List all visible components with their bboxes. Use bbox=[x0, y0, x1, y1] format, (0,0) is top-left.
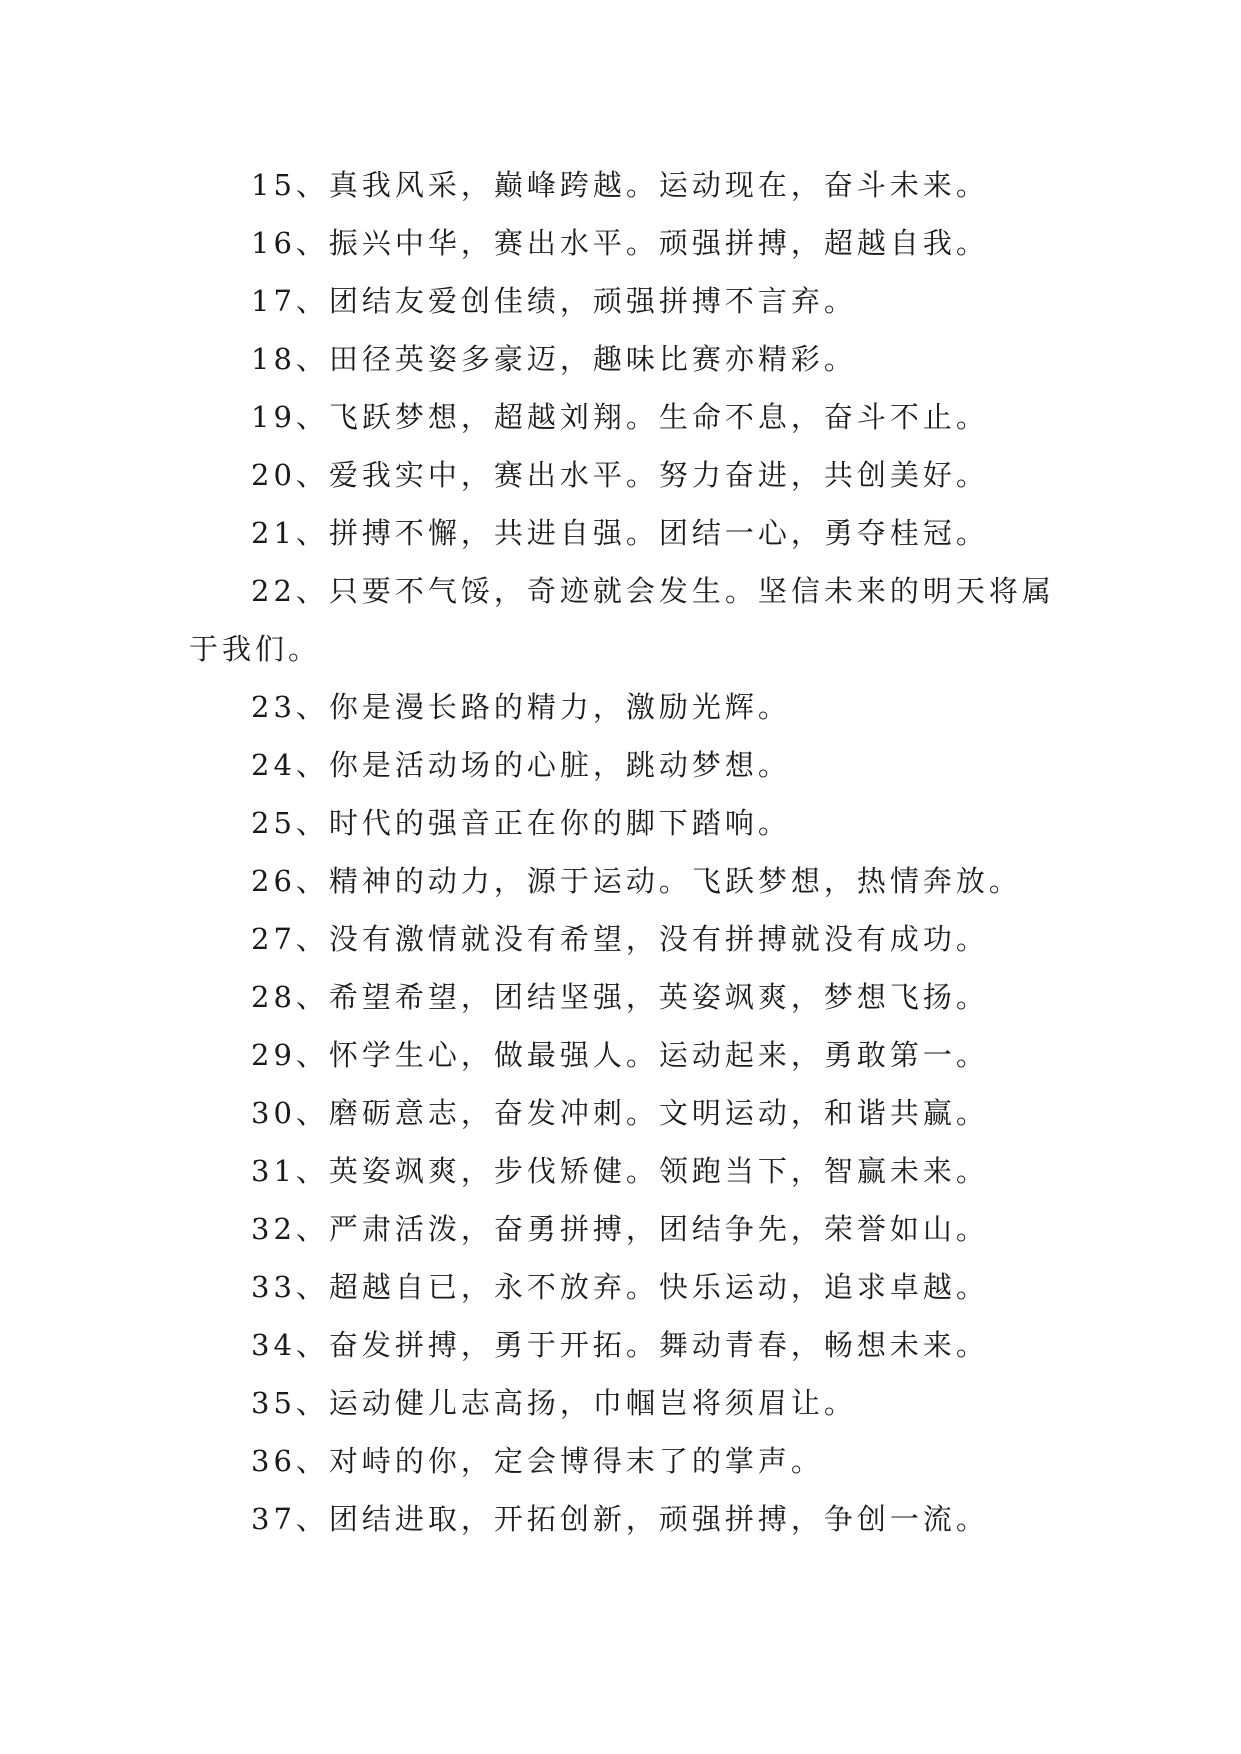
document-body bbox=[189, 156, 1069, 1548]
paragraph-24: 24、你是活动场的心脏，跳动梦想。 bbox=[251, 748, 791, 782]
paragraph-31: 31、英姿飒爽，步伐矫健。领跑当下，智赢未来。 bbox=[251, 1154, 989, 1188]
paragraph-32: 32、严肃活泼，奋勇拼搏，团结争先，荣誉如山。 bbox=[251, 1212, 989, 1246]
paragraph-37: 37、团结进取，开拓创新，顽强拼搏，争创一流。 bbox=[251, 1502, 989, 1536]
paragraph-29: 29、怀学生心，做最强人。运动起来，勇敢第一。 bbox=[251, 1038, 989, 1072]
paragraph-36: 36、对峙的你，定会博得末了的掌声。 bbox=[251, 1444, 824, 1478]
paragraph-27: 27、没有激情就没有希望，没有拼搏就没有成功。 bbox=[251, 922, 989, 956]
paragraph-18: 18、田径英姿多豪迈，趣味比赛亦精彩。 bbox=[251, 342, 857, 376]
paragraph-21: 21、拼搏不懈，共进自强。团结一心，勇夺桂冠。 bbox=[251, 516, 989, 550]
paragraph-35: 35、运动健儿志高扬，巾帼岂将须眉让。 bbox=[251, 1386, 857, 1420]
paragraph-16: 16、振兴中华，赛出水平。顽强拼搏，超越自我。 bbox=[251, 226, 989, 260]
paragraph-25: 25、时代的强音正在你的脚下踏响。 bbox=[251, 806, 791, 840]
paragraph-28: 28、希望希望，团结坚强，英姿飒爽，梦想飞扬。 bbox=[251, 980, 989, 1014]
paragraph-19: 19、飞跃梦想，超越刘翔。生命不息，奋斗不止。 bbox=[251, 400, 989, 434]
paragraph-30: 30、磨砺意志，奋发冲刺。文明运动，和谐共赢。 bbox=[251, 1096, 989, 1130]
paragraph-15: 15、真我风采，巅峰跨越。运动现在，奋斗未来。 bbox=[251, 168, 989, 202]
paragraph-34: 34、奋发拼搏，勇于开拓。舞动青春，畅想未来。 bbox=[251, 1328, 989, 1362]
paragraph-17: 17、团结友爱创佳绩，顽强拼搏不言弃。 bbox=[251, 284, 857, 318]
paragraph-23: 23、你是漫长路的精力，激励光辉。 bbox=[251, 690, 791, 724]
paragraph-22: 22、只要不气馁，奇迹就会发生。坚信未来的明天将属于我们。 bbox=[189, 574, 1055, 666]
paragraph-26: 26、精神的动力，源于运动。飞跃梦想，热情奔放。 bbox=[251, 864, 1022, 898]
paragraph-20: 20、爱我实中，赛出水平。努力奋进，共创美好。 bbox=[251, 458, 989, 492]
paragraph-33: 33、超越自已，永不放弃。快乐运动，追求卓越。 bbox=[251, 1270, 989, 1304]
